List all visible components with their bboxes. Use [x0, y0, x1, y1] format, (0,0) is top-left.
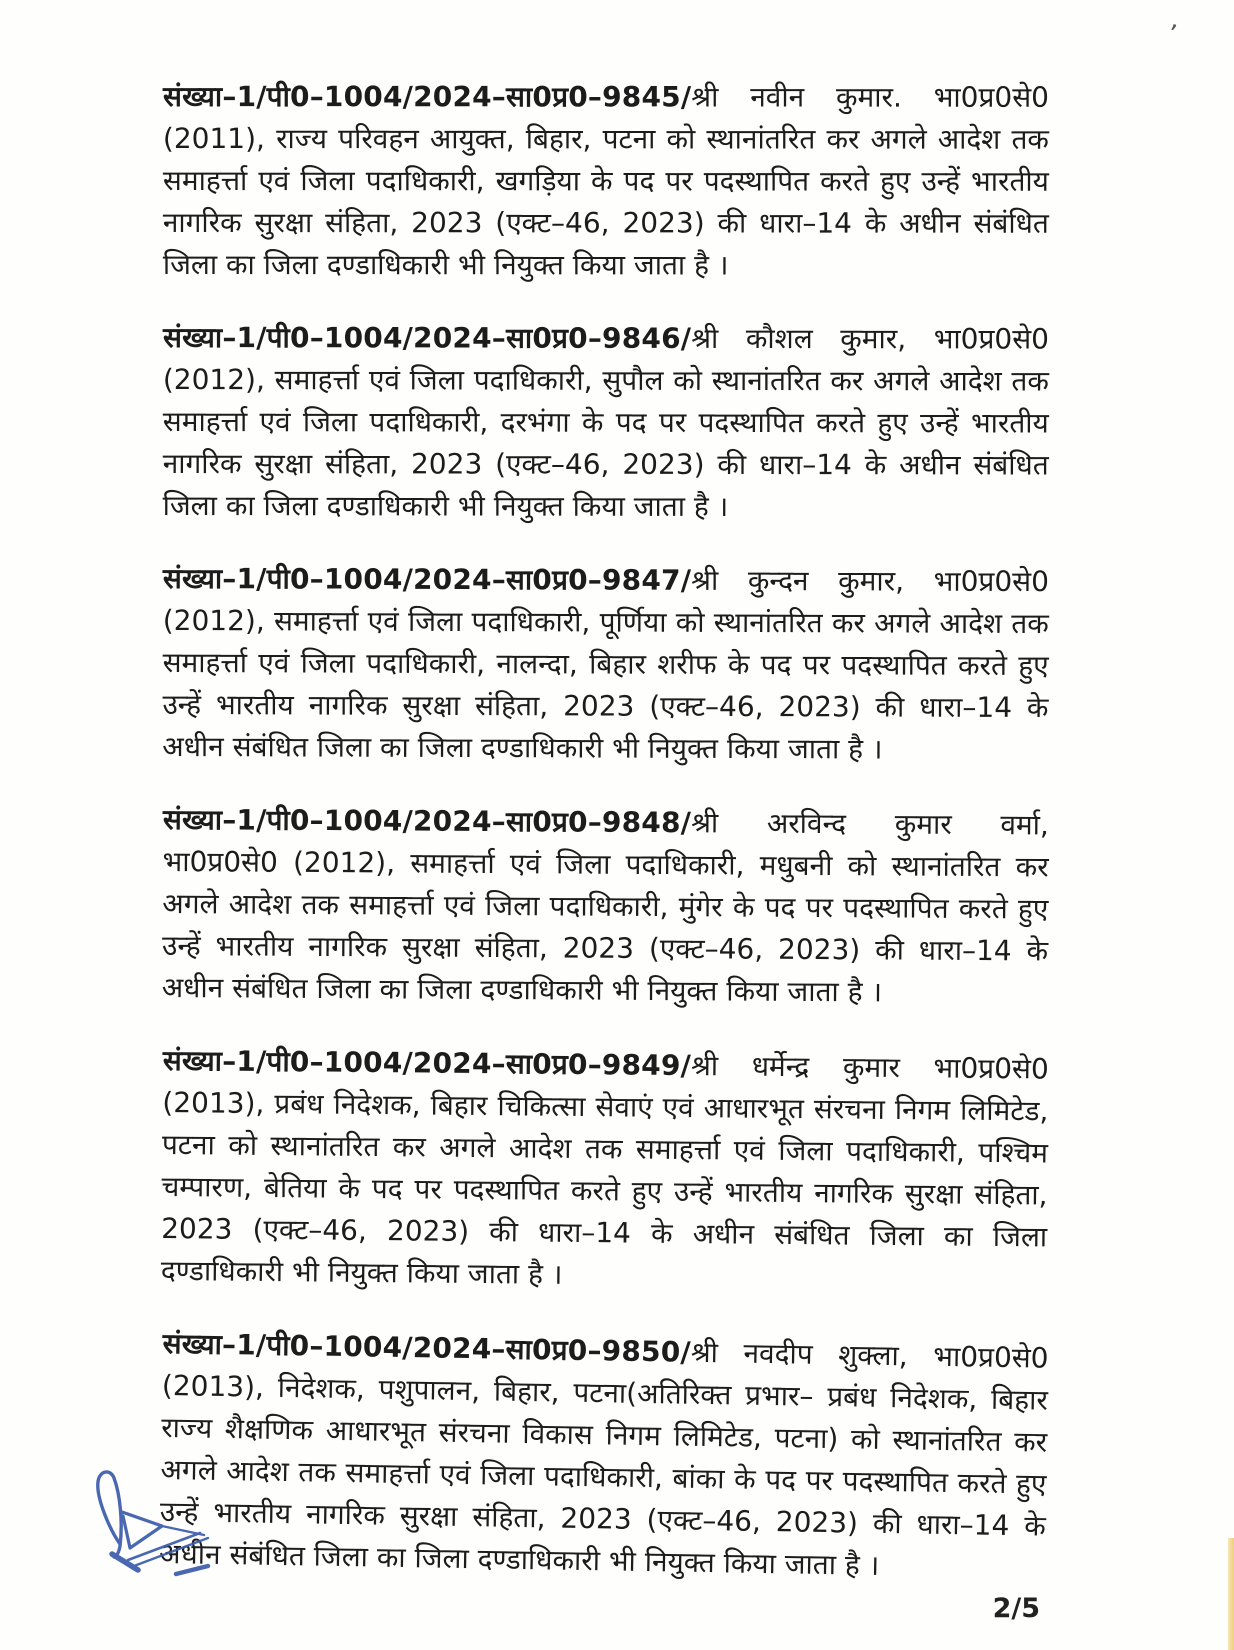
order-paragraph-9845	[163, 76, 1049, 287]
order-paragraph-9849	[161, 1040, 1049, 1300]
order-body-text: श्री अरविन्द कुमार वर्मा, भा0प्र0से0 (2012), समाहर्त्ता एवं जिला पदाधिकारी, मधुबनी को स्थानांतरित कर अगले आदेश तक समाहर्त्ता एवं जिला पदाधिकारी, मुंगेर के पद पर पदस्थापित करते हुए उन्हें भारतीय नागरिक सुरक्षा संहिता, 2023 (एक्ट–46, 2023) की धारा–14 के अधीन संबंधित जिला का जिला दण्डाधिकारी भी नियुक्त किया जाता है ।	[161, 806, 1049, 1009]
order-text-block	[158, 76, 1049, 1606]
order-paragraph-9850	[159, 1323, 1049, 1590]
order-paragraph-9848	[162, 799, 1049, 1014]
stray-pen-mark: ’	[1164, 19, 1180, 51]
order-reference-number: संख्या–1/पी0–1004/2024–सा0प्र0–9849/	[162, 1043, 692, 1083]
order-body-text: श्री नवदीप शुक्ला, भा0प्र0से0 (2013), निदेशक, पशुपालन, बिहार, पटना(अतिरिक्त प्रभार– प्रबंध निदेशक, बिहार राज्य शैक्षणिक आधारभूत संरचना विकास निगम लिमिटेड, पटना) को स्थानांतरित कर अगले आदेश तक समाहर्त्ता एवं जिला पदाधिकारी, बांका के पद पर पदस्थापित करते हुए उन्हें भारतीय नागरिक सुरक्षा संहिता, 2023 (एक्ट–46, 2023) की धारा–14 के अधीन संबंधित जिला का जिला दण्डाधिकारी भी नियुक्त किया जाता है ।	[158, 1335, 1049, 1582]
order-body-text: श्री धर्मेन्द्र कुमार भा0प्र0से0 (2013), प्रबंध निदेशक, बिहार चिकित्सा सेवाएं एवं आधारभूत संरचना निगम लिमिटेड, पटना को स्थानांतरित कर अगले आदेश तक समाहर्त्ता एवं जिला पदाधिकारी, पश्चिम चम्पारण, बेतिया के पद पर पदस्थापित करते हुए उन्हें भारतीय नागरिक सुरक्षा संहिता, 2023 (एक्ट–46, 2023) की धारा–14 के अधीन संबंधित जिला का जिला दण्डाधिकारी भी नियुक्त किया जाता है ।	[160, 1049, 1049, 1291]
order-reference-number: संख्या–1/पी0–1004/2024–सा0प्र0–9847/	[162, 562, 692, 597]
order-reference-number: संख्या–1/पी0–1004/2024–सा0प्र0–9850/	[162, 1326, 692, 1369]
order-reference-number: संख्या–1/पी0–1004/2024–सा0प्र0–9848/	[162, 802, 692, 840]
order-paragraph-9846	[163, 317, 1049, 529]
order-reference-number: संख्या–1/पी0–1004/2024–सा0प्र0–9845/	[162, 80, 692, 114]
order-paragraph-9847	[162, 558, 1049, 771]
order-body-text: श्री कुन्दन कुमार, भा0प्र0से0 (2012), समाहर्त्ता एवं जिला पदाधिकारी, पूर्णिया को स्थानांतरित कर अगले आदेश तक समाहर्त्ता एवं जिला पदाधिकारी, नालन्दा, बिहार शरीफ के पद पर पदस्थापित करते हुए उन्हें भारतीय नागरिक सुरक्षा संहिता, 2023 (एक्ट–46, 2023) की धारा–14 के अधीन संबंधित जिला का जिला दण्डाधिकारी भी नियुक्त किया जाता है ।	[162, 563, 1049, 766]
order-body-text: श्री नवीन कुमार. भा0प्र0से0 (2011), राज्य परिवहन आयुक्त, बिहार, पटना को स्थानांतरित कर अगले आदेश तक समाहर्त्ता एवं जिला पदाधिकारी, खगड़िया के पद पर पदस्थापित करते हुए उन्हें भारतीय नागरिक सुरक्षा संहिता, 2023 (एक्ट–46, 2023) की धारा–14 के अधीन संबंधित जिला का जिला दण्डाधिकारी भी नियुक्त किया जाता है ।	[162, 80, 1049, 282]
scan-edge-artifact	[1228, 1538, 1234, 1650]
page-number: 2/5	[992, 1593, 1040, 1624]
order-body-text: श्री कौशल कुमार, भा0प्र0से0 (2012), समाहर्त्ता एवं जिला पदाधिकारी, सुपौल को स्थानांतरित कर अगले आदेश तक समाहर्त्ता एवं जिला पदाधिकारी, दरभंगा के पद पर पदस्थापित करते हुए उन्हें भारतीय नागरिक सुरक्षा संहिता, 2023 (एक्ट–46, 2023) की धारा–14 के अधीन संबंधित जिला का जिला दण्डाधिकारी भी नियुक्त किया जाता है ।	[162, 321, 1049, 523]
order-reference-number: संख्या–1/पी0–1004/2024–सा0प्र0–9846/	[162, 321, 692, 355]
